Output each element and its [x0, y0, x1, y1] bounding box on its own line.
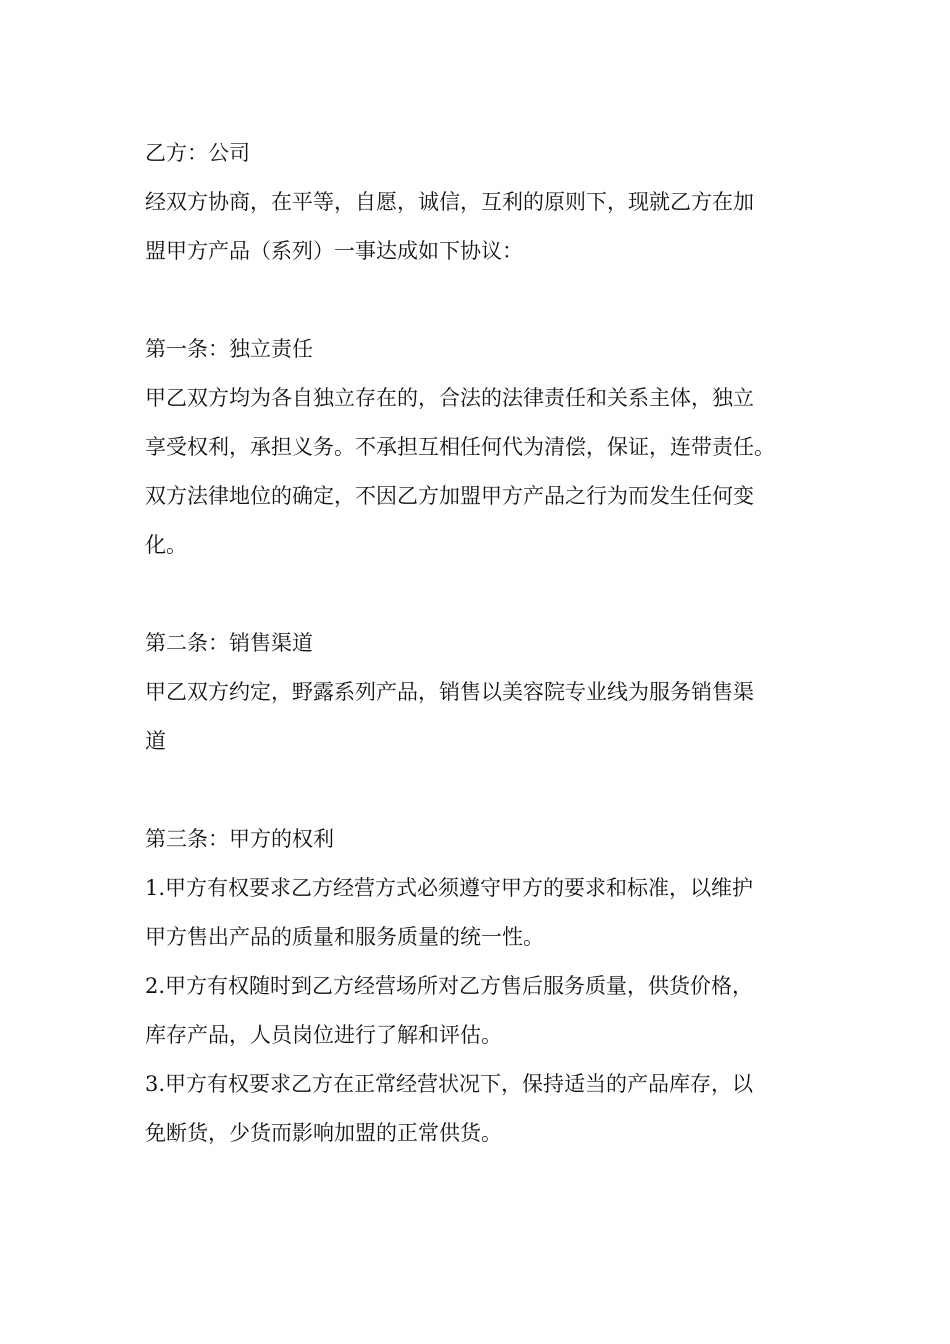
article3-line: 甲方售出产品的质量和服务质量的统一性。	[145, 925, 544, 949]
article1-line: 享受权利，承担义务。不承担互相任何代为清偿，保证，连带责任。	[145, 435, 775, 459]
article1-heading: 第一条：独立责任	[145, 337, 313, 361]
paragraph-gap	[145, 276, 815, 325]
preamble-line: 经双方协商，在平等，自愿，诚信，互利的原则下，现就乙方在加	[145, 190, 754, 214]
article3-line: 库存产品，人员岗位进行了解和评估。	[145, 1023, 502, 1047]
article2-line: 甲乙双方约定，野露系列产品，销售以美容院专业线为服务销售渠	[145, 680, 754, 704]
article3-heading: 第三条：甲方的权利	[145, 827, 334, 851]
paragraph-gap	[145, 766, 815, 815]
article1-line: 甲乙双方均为各自独立存在的，合法的法律责任和关系主体，独立	[145, 386, 754, 410]
article1-line: 双方法律地位的确定，不因乙方加盟甲方产品之行为而发生任何变	[145, 484, 754, 508]
paragraph-gap	[145, 570, 815, 619]
document-body	[145, 129, 815, 1158]
article3-line: 3.甲方有权要求乙方在正常经营状况下，保持适当的产品库存，以	[145, 1072, 754, 1096]
preamble-line: 盟甲方产品（系列）一事达成如下协议：	[145, 239, 523, 263]
article2-heading: 第二条：销售渠道	[145, 631, 313, 655]
article3-line: 1.甲方有权要求乙方经营方式必须遵守甲方的要求和标准，以维护	[145, 876, 754, 900]
article3-line: 免断货，少货而影响加盟的正常供货。	[145, 1121, 502, 1145]
article1-line: 化。	[145, 533, 187, 557]
article3-line: 2.甲方有权随时到乙方经营场所对乙方售后服务质量，供货价格，	[145, 974, 754, 998]
article2-line: 道	[145, 729, 166, 753]
party-b-line: 乙方：公司	[145, 141, 250, 165]
